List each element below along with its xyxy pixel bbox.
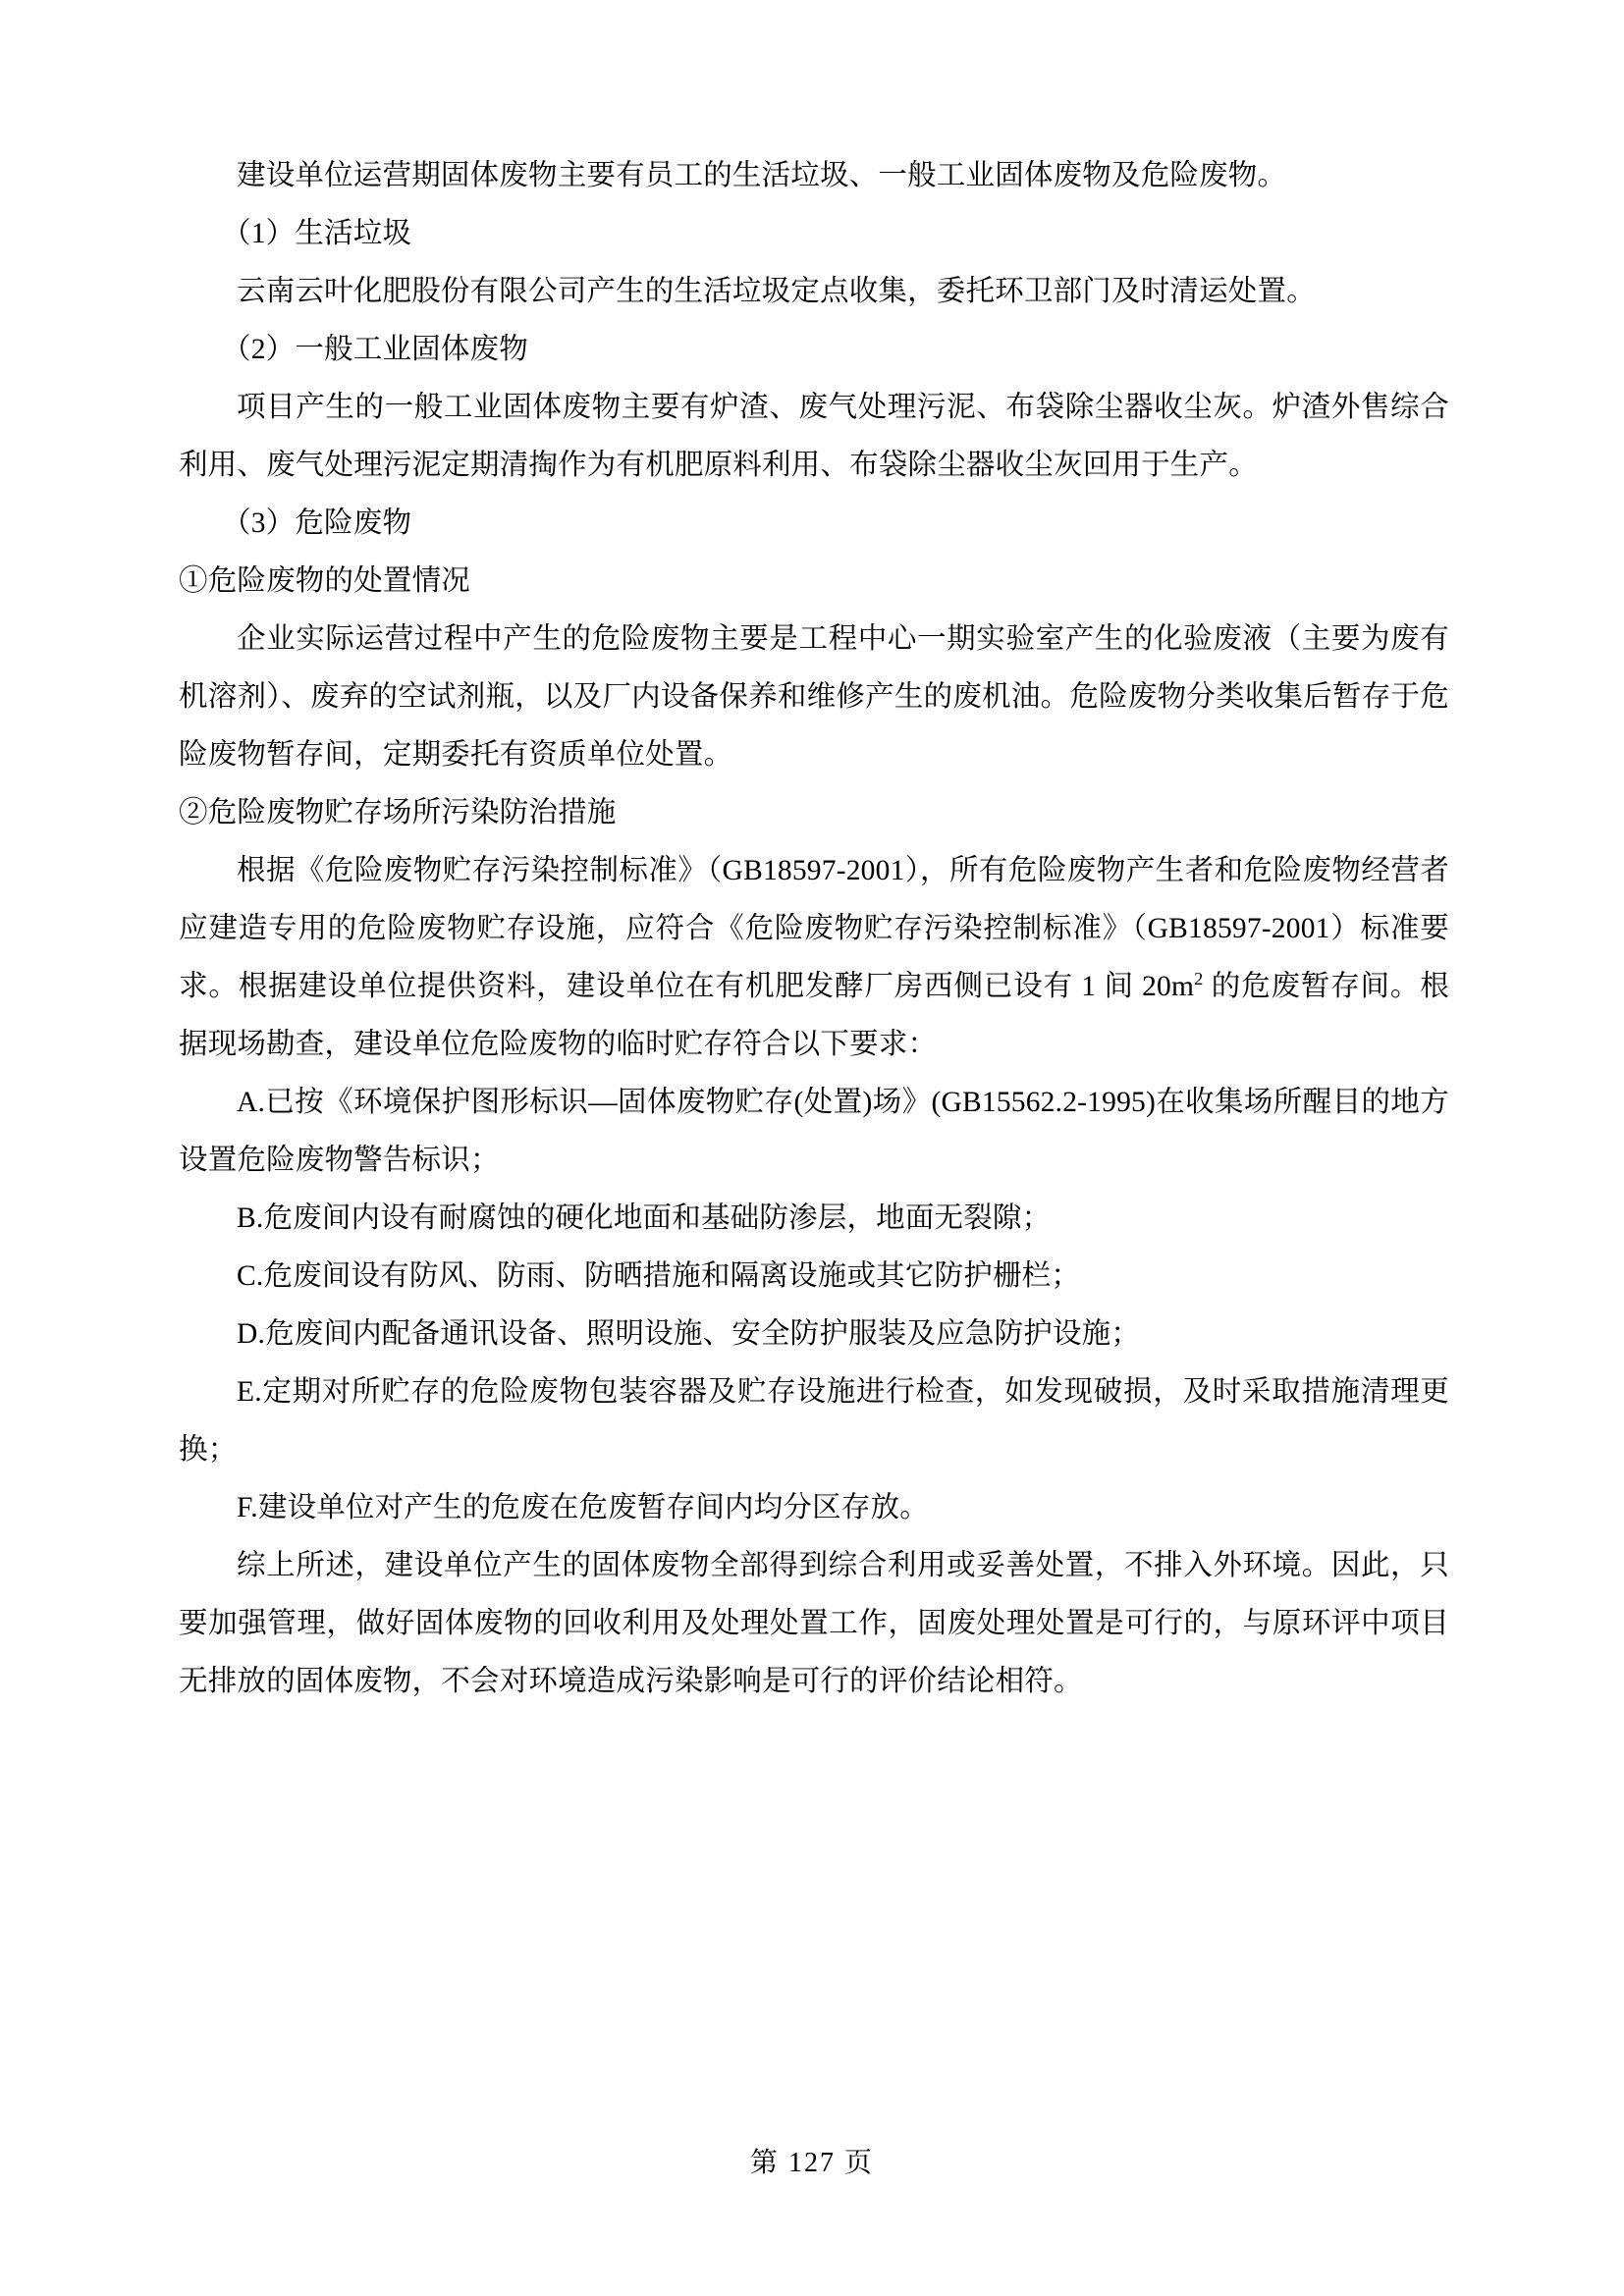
document-body bbox=[179, 147, 1449, 1711]
list-item-a: A.已按《环境保护图形标识—固体废物贮存(处置)场》(GB15562.2-1995)在收集场所醒目的地方设置危险废物警告标识； bbox=[179, 1087, 1449, 1176]
heading-general-industrial-waste: （2）一般工业固体废物 bbox=[222, 334, 528, 365]
paragraph-hazardous-disposal: 企业实际运营过程中产生的危险废物主要是工程中心一期实验室产生的化验废液（主要为废有机溶剂）、废弃的空试剂瓶，以及厂内设备保养和维修产生的废机油。危险废物分类收集后暂存于危险废物暂存间，定期委托有资质单位处置。 bbox=[179, 623, 1449, 771]
list-item-e: E.定期对所贮存的危险废物包装容器及贮存设施进行检查，如发现破损，及时采取措施清理更换； bbox=[179, 1376, 1449, 1466]
storage-area-superscript: 2 bbox=[1194, 969, 1204, 989]
page-number: 第 127 页 bbox=[749, 2148, 874, 2178]
subheading-hazardous-disposal: ①危险废物的处置情况 bbox=[179, 565, 471, 597]
storage-area-value: 20 bbox=[1142, 971, 1171, 1002]
paragraph-domestic-waste: 云南云叶化肥股份有限公司产生的生活垃圾定点收集，委托环卫部门及时清运处置。 bbox=[237, 276, 1316, 307]
storage-standard-text-part-2: 的危废暂存间。根据现场勘查，建设单位危险废物的临时贮存符合以下要求： bbox=[179, 971, 1449, 1060]
paragraph-general-industrial-waste: 项目产生的一般工业固体废物主要有炉渣、废气处理污泥、布袋除尘器收尘灰。炉渣外售综合利用、废气处理污泥定期清掏作为有机肥原料利用、布袋除尘器收尘灰回用于生产。 bbox=[179, 392, 1449, 481]
list-item-b: B.危废间内设有耐腐蚀的硬化地面和基础防渗层，地面无裂隙； bbox=[237, 1202, 1052, 1234]
storage-area-unit: m bbox=[1170, 971, 1195, 1002]
paragraph-storage-standard bbox=[179, 842, 1449, 1074]
heading-domestic-waste: （1）生活垃圾 bbox=[222, 218, 412, 249]
list-item-f: F.建设单位对产生的危废在危废暂存间内均分区存放。 bbox=[237, 1492, 929, 1523]
page-footer bbox=[0, 2141, 1624, 2180]
storage-standard-text-part-1: 根据《危险废物贮存污染控制标准》（GB18597-2001），所有危险废物产生者和危险废物经营者应建造专用的危险废物贮存设施，应符合《危险废物贮存污染控制标准》（GB18597-2001）标准要求。根据建设单位提供资料，建设单位在有机肥发酵厂房西侧已设有 1 间 bbox=[179, 855, 1449, 1002]
subheading-storage-measures: ②危险废物贮存场所污染防治措施 bbox=[179, 797, 617, 828]
list-item-d: D.危废间内配备通讯设备、照明设施、安全防护服装及应急防护设施； bbox=[237, 1318, 1141, 1350]
heading-hazardous-waste: （3）危险废物 bbox=[222, 507, 412, 539]
list-item-c: C.危废间设有防风、防雨、防晒措施和隔离设施或其它防护栅栏； bbox=[237, 1260, 1081, 1292]
paragraph-intro: 建设单位运营期固体废物主要有员工的生活垃圾、一般工业固体废物及危险废物。 bbox=[237, 160, 1287, 191]
paragraph-conclusion: 综上所述，建设单位产生的固体废物全部得到综合利用或妥善处置，不排入外环境。因此，只要加强管理，做好固体废物的回收利用及处理处置工作，固废处理处置是可行的，与原环评中项目无排放的固体废物，不会对环境造成污染影响是可行的评价结论相符。 bbox=[179, 1550, 1449, 1697]
